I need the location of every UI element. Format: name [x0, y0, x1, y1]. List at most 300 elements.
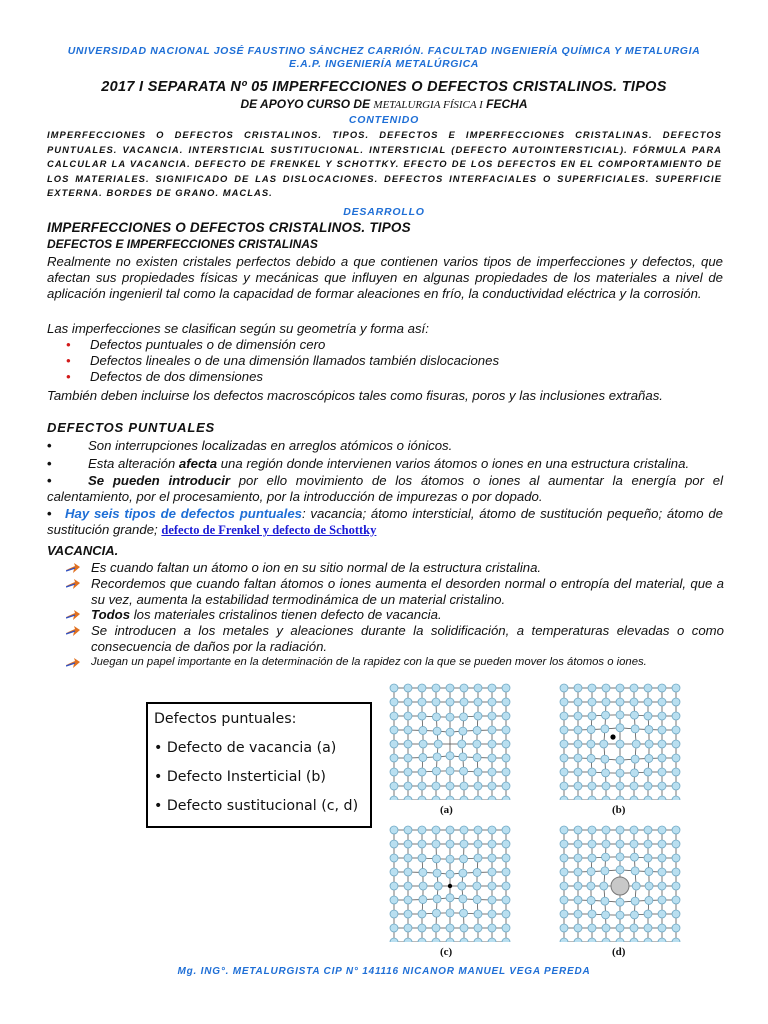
atom [488, 740, 496, 748]
atom [630, 782, 638, 790]
atom [672, 712, 680, 720]
atom [574, 896, 582, 904]
atom [404, 826, 412, 834]
atom [616, 698, 624, 706]
atom [460, 767, 468, 775]
atom [474, 796, 482, 800]
atom [560, 712, 568, 720]
atom [560, 698, 568, 706]
atom [587, 726, 595, 734]
atom [587, 882, 595, 890]
atom [418, 768, 426, 776]
atom [616, 782, 624, 790]
atom [630, 698, 638, 706]
atom [390, 910, 398, 918]
atom [601, 755, 609, 763]
atom [502, 796, 510, 800]
atom [560, 924, 568, 932]
atom [502, 924, 510, 932]
atom [631, 725, 639, 733]
atom [587, 740, 595, 748]
atom [574, 826, 582, 834]
atom [488, 754, 496, 762]
atom [560, 826, 568, 834]
atom [474, 782, 482, 790]
atom [601, 867, 609, 875]
atom [419, 754, 427, 762]
list-item: • Defectos lineales o de una dimensión llamados también dislocaciones [66, 352, 500, 368]
atom [630, 711, 638, 719]
atom [602, 782, 610, 790]
contenido-text: IMPERFECCIONES O DEFECTOS CRISTALINOS. TIPOS. DEFECTOS E IMPERFECCIONES CRISTALINAS. DEFECTOS PUNTUALES. VACANCIA. INTERSTICIAL SUSTITUCIONAL. INTERSTICIAL (DEFECTO AUTOINTERSTICIAL). FÓRMULA PARA CALCULAR LA VACANCIA. DEFECTO DE FRENKEL Y SCHOTTKY. EFECTO DE LOS DEFECTOS EN EL COMPORTAMIENTO DE LOS MATERIALES. SIGNIFICADO DE LAS DISLOCACIONES. DEFECTOS INTERFACIALES O SUPERFICIALES. SUPERFICIE EXTERNA. BORDES DE GRANO. MACLAS. [47, 129, 722, 198]
atom [574, 868, 582, 876]
atom [474, 768, 482, 776]
atom [658, 938, 666, 942]
atom [446, 728, 454, 736]
atom [644, 826, 652, 834]
puntuales-bullet-3: • Se pueden introducir por ello movimiento de los átomos o iones al aumentar la energía por el calentamiento, por el procesamiento, por la introducción de impurezas o por dopado. [47, 473, 723, 504]
atom [390, 938, 398, 942]
atom [390, 698, 398, 706]
atom [390, 882, 398, 890]
atom [459, 727, 467, 735]
atom [390, 740, 398, 748]
atom [419, 868, 427, 876]
atom [574, 698, 582, 706]
vacancia-list [66, 560, 724, 671]
atom [574, 938, 582, 942]
atom [560, 938, 568, 942]
atom [574, 754, 582, 762]
atom [390, 840, 398, 848]
atom [658, 698, 666, 706]
atom [433, 895, 441, 903]
atom [588, 796, 596, 800]
atom [488, 938, 496, 942]
atom [418, 840, 426, 848]
atom [632, 740, 640, 748]
lattice-vacancy-diagram [386, 680, 516, 800]
puntuales-bullet-2: • Esta alteración afecta una región donde intervienen varios átomos o iones en una estructura cristalina. [47, 456, 690, 471]
atom [560, 740, 568, 748]
atom [432, 684, 440, 692]
atom [644, 712, 652, 720]
atom [616, 796, 624, 800]
atom [488, 924, 496, 932]
atom [560, 684, 568, 692]
list-item: Es cuando faltan un átomo o ion en su sitio normal de la estructura cristalina. [66, 560, 724, 576]
atom [390, 826, 398, 834]
atom [432, 855, 440, 863]
atom [587, 754, 595, 762]
atom [404, 782, 412, 790]
atom [433, 727, 441, 735]
list-item: Se introducen a los metales y aleaciones durante la solidificación, a temperaturas elevadas o como consecuencia de daños por la radiación. [66, 623, 724, 655]
atom [644, 796, 652, 800]
atom [404, 896, 412, 904]
atom [474, 698, 482, 706]
atom [460, 826, 468, 834]
atom [459, 895, 467, 903]
atom [502, 854, 510, 862]
atom [658, 910, 666, 918]
macro-defects-line: También deben incluirse los defectos macroscópicos tales como fisuras, poros y las inclusiones extrañas. [47, 388, 663, 403]
atom [632, 882, 640, 890]
list-item: • Defectos puntuales o de dimensión cero [66, 337, 326, 352]
atom [404, 684, 412, 692]
atom [574, 726, 582, 734]
atom [418, 924, 426, 932]
atom [672, 740, 680, 748]
atom [672, 868, 680, 876]
atom [404, 924, 412, 932]
atom [474, 826, 482, 834]
atom [502, 910, 510, 918]
atom [432, 840, 440, 848]
atom [560, 910, 568, 918]
atom [574, 782, 582, 790]
atom [458, 740, 466, 748]
atom [390, 712, 398, 720]
atom [488, 910, 496, 918]
atom [574, 882, 582, 890]
atom [460, 782, 468, 790]
atom [630, 769, 638, 777]
atom [588, 840, 596, 848]
atom [602, 911, 610, 919]
atom [588, 782, 596, 790]
pen-arrow-icon [66, 579, 80, 589]
atom [502, 712, 510, 720]
atom [616, 711, 624, 719]
atom [473, 726, 481, 734]
atom [418, 712, 426, 720]
vacancia-heading: VACANCIA. [47, 543, 119, 558]
atom [404, 796, 412, 800]
main-section-title: IMPERFECCIONES O DEFECTOS CRISTALINOS. TIPOS [47, 220, 411, 235]
university-name: UNIVERSIDAD NACIONAL JOSÉ FAUSTINO SÁNCHEZ CARRIÓN. FACULTAD INGENIERÍA QUÍMICA Y METALURGIA [67, 45, 701, 57]
point-defects-box [146, 702, 372, 828]
atom [644, 684, 652, 692]
bullet-icon: • [47, 456, 52, 471]
atom [446, 767, 454, 775]
atom [574, 796, 582, 800]
atom [460, 938, 468, 942]
atom [474, 854, 482, 862]
atom [404, 854, 412, 862]
atom [488, 854, 496, 862]
box-title: Defectos puntuales: [154, 711, 297, 727]
atom [600, 740, 608, 748]
atom [390, 796, 398, 800]
atom [588, 826, 596, 834]
footer-author: Mg. ING°. METALURGISTA CIP N° 141116 NICANOR MANUEL VEGA PEREDA [177, 966, 591, 977]
desarrollo-heading: DESARROLLO [343, 206, 425, 218]
atom [631, 755, 639, 763]
atom [446, 924, 454, 932]
intro-paragraph: Realmente no existen cristales perfectos debido a que contienen varios tipos de imperfecciones y defectos, que afectan sus propiedades físicas y mecánicas que influyen en algunas propiedades de los materiales a nivel de aplicación ingenieril tal como la capacidad de formar aleaciones en frío, la conductividad eléctrica y la corrosión. [47, 254, 723, 301]
atom [587, 896, 595, 904]
list-item: • Defectos de dos dimensiones [66, 368, 264, 384]
pen-arrow-icon [66, 658, 80, 668]
atom [502, 896, 510, 904]
atom [390, 684, 398, 692]
atom [588, 768, 596, 776]
atom [502, 768, 510, 776]
atom [560, 782, 568, 790]
caption-b: (b) [612, 804, 626, 816]
atom [502, 740, 510, 748]
atom [502, 938, 510, 942]
atom [474, 712, 482, 720]
school-name: E.A.P. INGENIERÍA METALÚRGICA [289, 58, 479, 70]
puntuales-bullet-4: • Hay seis tipos de defectos puntuales: vacancia; átomo intersticial, átomo de sustitución pequeño; átomo de sustitución grande; defecto de Frenkel y defecto de Schottky [47, 506, 723, 537]
atom [488, 826, 496, 834]
atom [574, 854, 582, 862]
pen-arrow-icon [66, 610, 80, 620]
atom [658, 768, 666, 776]
box-item-vacancy: • Defecto de vacancia (a) [154, 740, 337, 756]
atom [460, 796, 468, 800]
atom [672, 782, 680, 790]
puntuales-bullet-1: • Son interrupciones localizadas en arreglos atómicos o iónicos. [47, 438, 453, 453]
atom [630, 840, 638, 848]
atom [644, 910, 652, 918]
atom [488, 698, 496, 706]
atom [672, 754, 680, 762]
atom [459, 869, 467, 877]
atom [446, 840, 454, 848]
atom [432, 924, 440, 932]
atom [446, 909, 454, 917]
atom [560, 854, 568, 862]
atom [459, 753, 467, 761]
atom [616, 911, 624, 919]
atom [644, 782, 652, 790]
atom [602, 826, 610, 834]
atom [502, 754, 510, 762]
atom [560, 754, 568, 762]
atom [630, 938, 638, 942]
document-subtitle [40, 97, 728, 111]
atom [574, 712, 582, 720]
atom [433, 869, 441, 877]
sub-section-title: DEFECTOS E IMPERFECCIONES CRISTALINAS [47, 237, 318, 251]
atom [644, 840, 652, 848]
atom [631, 897, 639, 905]
atom [672, 910, 680, 918]
atom [474, 840, 482, 848]
bullet-icon: • [66, 337, 71, 352]
atom [644, 924, 652, 932]
atom [474, 910, 482, 918]
atom [404, 712, 412, 720]
atom [601, 897, 609, 905]
atom [432, 909, 440, 917]
atom [432, 713, 440, 721]
atom [404, 868, 412, 876]
atom [658, 712, 666, 720]
atom [658, 740, 666, 748]
defect-types-list [66, 337, 499, 384]
atom [473, 740, 481, 748]
atom [404, 740, 412, 748]
puntuales-heading: DEFECTOS PUNTUALES [47, 420, 216, 435]
atom [432, 938, 440, 942]
atom [645, 896, 653, 904]
atom [419, 740, 427, 748]
atom [418, 698, 426, 706]
list-item: Todos los materiales cristalinos tienen defecto de vacancia. [66, 607, 724, 623]
pen-arrow-icon [66, 563, 80, 573]
atom [602, 796, 610, 800]
atom [616, 866, 624, 874]
atom [460, 924, 468, 932]
course-name: METALURGIA FÍSICA I [373, 99, 483, 111]
atom [672, 924, 680, 932]
atom [502, 782, 510, 790]
atom [446, 894, 454, 902]
atom [630, 853, 638, 861]
atom [616, 756, 624, 764]
atom [419, 882, 427, 890]
atom [588, 712, 596, 720]
atom [460, 855, 468, 863]
atom [601, 725, 609, 733]
atom [560, 840, 568, 848]
atom [602, 938, 610, 942]
atom [460, 909, 468, 917]
atom [574, 740, 582, 748]
contenido-heading: CONTENIDO [348, 114, 420, 126]
atom [418, 796, 426, 800]
classification-line: Las imperfecciones se clasifican según su geometría y forma así: [47, 321, 429, 336]
bullet-icon: • [47, 506, 52, 521]
atom [488, 840, 496, 848]
atom [404, 882, 412, 890]
atom [630, 796, 638, 800]
atom [644, 938, 652, 942]
atom [404, 938, 412, 942]
atom [672, 726, 680, 734]
bullet-icon: • [66, 352, 71, 368]
document-title: 2017 I SEPARATA Nº 05 IMPERFECCIONES O DEFECTOS CRISTALINOS. TIPOS [101, 79, 667, 95]
atom [645, 740, 653, 748]
atom [560, 868, 568, 876]
atom [488, 712, 496, 720]
atom [404, 698, 412, 706]
atom [602, 698, 610, 706]
atom [672, 840, 680, 848]
atom [616, 898, 624, 906]
atom [502, 826, 510, 834]
atom [658, 868, 666, 876]
atom [458, 882, 466, 890]
atom [588, 910, 596, 918]
atom [658, 796, 666, 800]
atom [502, 882, 510, 890]
atom [390, 754, 398, 762]
atom [390, 782, 398, 790]
atom [474, 924, 482, 932]
atom [574, 910, 582, 918]
subtitle-prefix: DE APOYO CURSO DE [240, 97, 371, 111]
atom [473, 896, 481, 904]
atom [658, 840, 666, 848]
atom [418, 854, 426, 862]
atom [473, 868, 481, 876]
atom [616, 769, 624, 777]
atom [419, 726, 427, 734]
atom [645, 726, 653, 734]
atom [602, 924, 610, 932]
atom [588, 684, 596, 692]
atom [460, 840, 468, 848]
atom [672, 796, 680, 800]
atom [602, 840, 610, 848]
atom [672, 684, 680, 692]
atom [460, 684, 468, 692]
atom [404, 910, 412, 918]
pen-arrow-icon [66, 626, 80, 636]
frenkel-schottky-link[interactable]: defecto de Frenkel y defecto de Schottky [161, 522, 377, 537]
lattice-interstitial-diagram [556, 680, 686, 800]
large-substitutional-atom [611, 877, 629, 895]
atom [446, 938, 454, 942]
small-substitutional-atom [448, 884, 452, 888]
atom [672, 882, 680, 890]
atom [446, 782, 454, 790]
interstitial-atom [610, 734, 615, 739]
atom [658, 684, 666, 692]
atom [658, 854, 666, 862]
caption-c: (c) [440, 946, 453, 958]
atom [672, 938, 680, 942]
atom [446, 855, 454, 863]
atom [588, 924, 596, 932]
atom [631, 867, 639, 875]
atom [602, 769, 610, 777]
atom [432, 782, 440, 790]
atom [502, 840, 510, 848]
atom [432, 796, 440, 800]
atom [502, 726, 510, 734]
atom [446, 713, 454, 721]
atom [560, 726, 568, 734]
atom [404, 840, 412, 848]
atom [574, 924, 582, 932]
atom [672, 896, 680, 904]
lattice-small-substitutional-diagram [386, 822, 516, 942]
atom [602, 853, 610, 861]
atom [418, 826, 426, 834]
atom [616, 724, 624, 732]
atom [390, 854, 398, 862]
atom [658, 782, 666, 790]
atom [390, 868, 398, 876]
atom [645, 882, 653, 890]
atom [672, 826, 680, 834]
atom [473, 882, 481, 890]
atom [630, 826, 638, 834]
atom [418, 782, 426, 790]
atom [588, 698, 596, 706]
atom [560, 796, 568, 800]
atom [488, 768, 496, 776]
atom [473, 754, 481, 762]
atom [616, 924, 624, 932]
atom [602, 711, 610, 719]
